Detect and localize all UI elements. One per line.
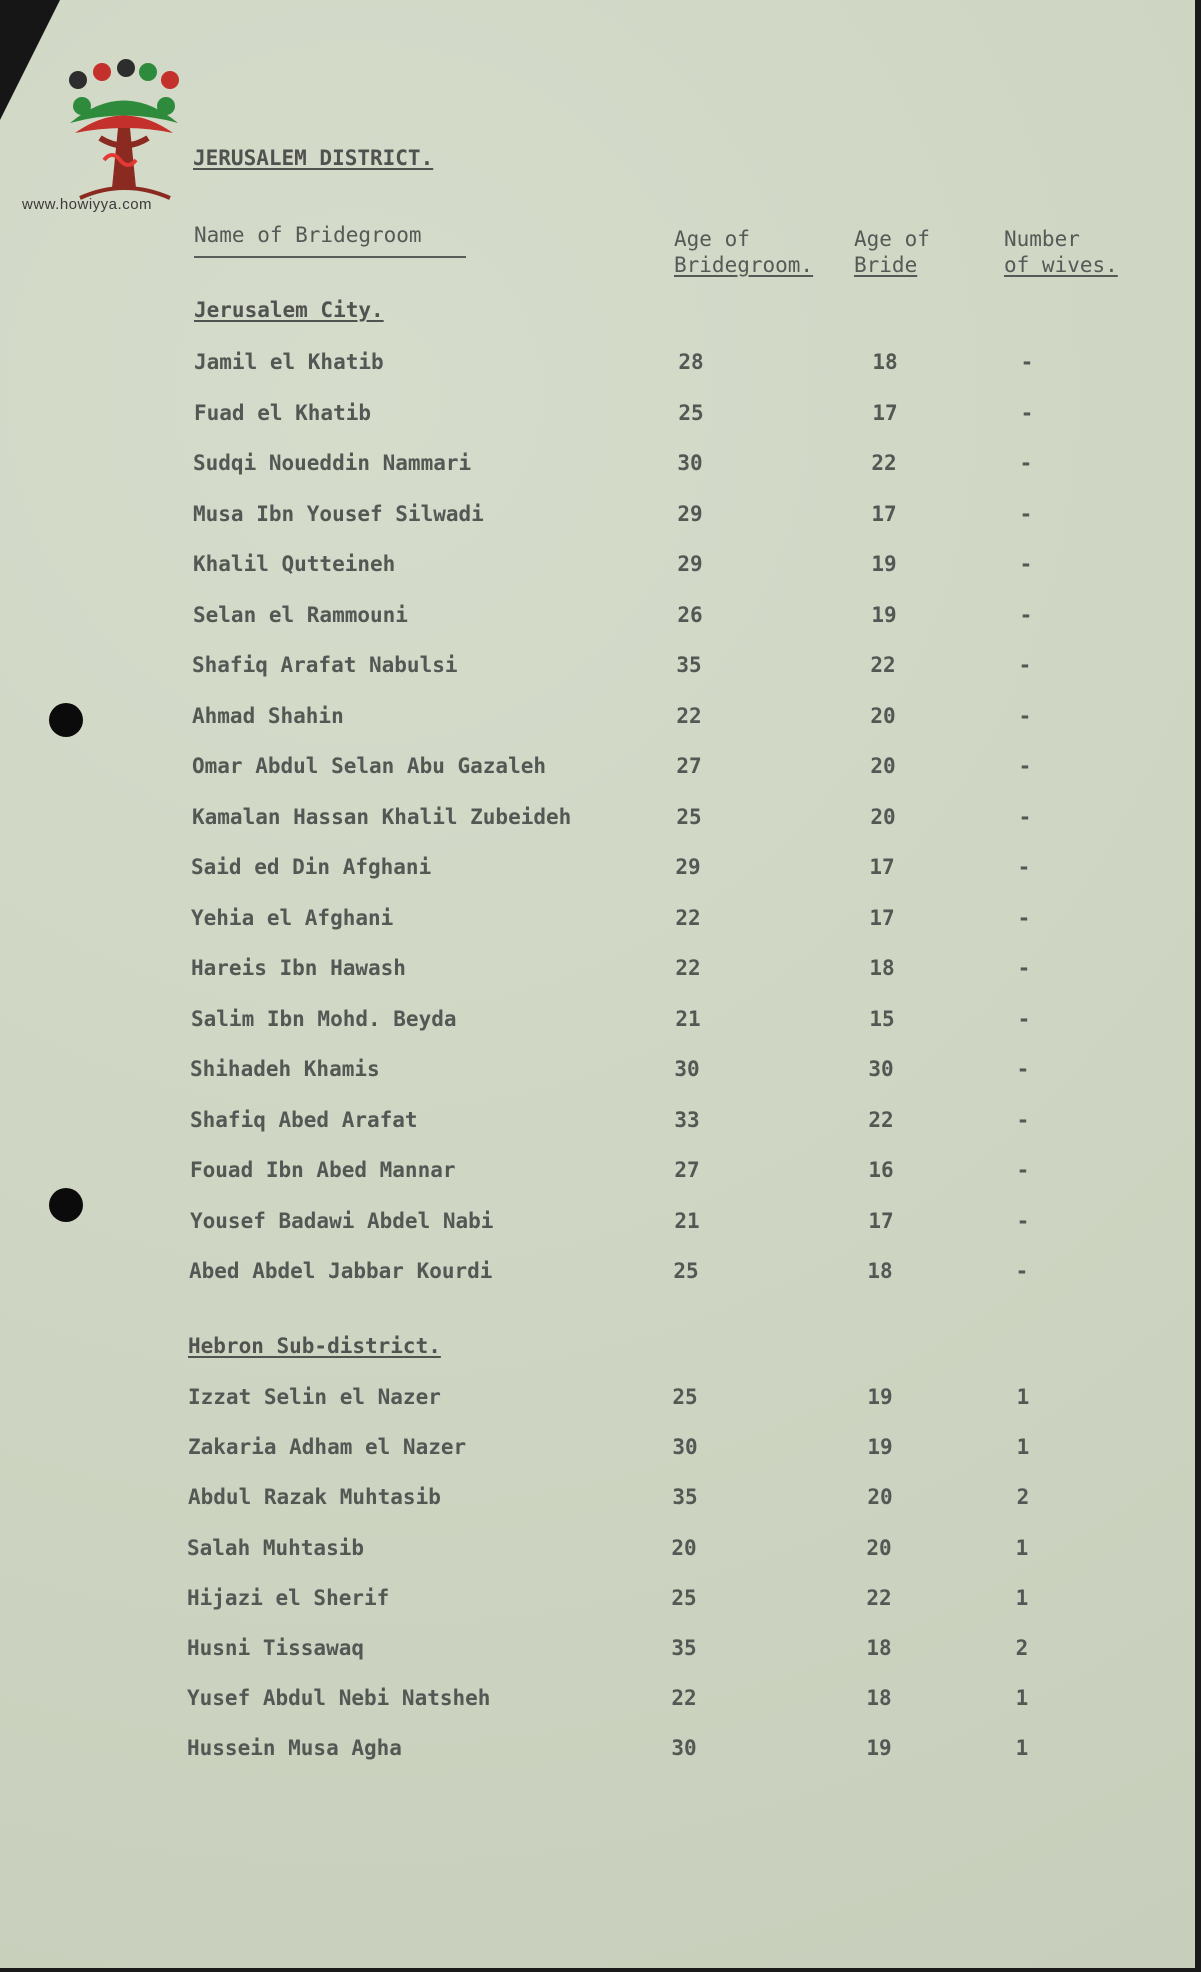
number-of-wives: 1 xyxy=(1015,1736,1029,1761)
age-of-bride: 19 xyxy=(871,602,897,627)
age-of-bridegroom: 30 xyxy=(674,1057,700,1081)
age-of-bridegroom: 21 xyxy=(675,1006,701,1031)
number-of-wives: - xyxy=(1016,1158,1030,1182)
number-of-wives: - xyxy=(1018,754,1032,778)
bridegroom-name: Ahmad Shahin xyxy=(192,703,344,728)
age-of-bridegroom: 25 xyxy=(676,804,702,829)
bridegroom-name: Izzat Selin el Nazer xyxy=(188,1385,441,1409)
bridegroom-name: Kamalan Hassan Khalil Zubeideh xyxy=(192,804,572,829)
table-row xyxy=(0,401,1195,431)
age-of-bride: 20 xyxy=(866,1535,892,1560)
number-of-wives: - xyxy=(1017,956,1031,980)
section-title-jerusalem-city: Jerusalem City. xyxy=(194,298,384,322)
age-of-bridegroom: 25 xyxy=(672,1385,698,1409)
number-of-wives: 2 xyxy=(1015,1636,1029,1660)
number-of-wives: - xyxy=(1015,1259,1029,1283)
bridegroom-name: Yehia el Afghani xyxy=(191,905,394,930)
number-of-wives: 1 xyxy=(1016,1385,1030,1409)
bridegroom-name: Fouad Ibn Abed Mannar xyxy=(190,1158,456,1182)
age-of-bridegroom: 29 xyxy=(677,552,703,576)
age-of-bride: 22 xyxy=(870,653,896,677)
age-of-bride: 17 xyxy=(869,905,895,930)
age-of-bridegroom: 22 xyxy=(675,905,701,930)
number-of-wives: 2 xyxy=(1016,1485,1030,1510)
age-of-bride: 18 xyxy=(872,350,898,374)
table-row xyxy=(0,1435,1195,1465)
age-of-bride: 19 xyxy=(866,1736,892,1761)
age-of-bride: 18 xyxy=(869,956,895,980)
age-of-bridegroom: 33 xyxy=(674,1107,700,1132)
header-line: Bridegroom. xyxy=(674,253,814,277)
bridegroom-name: Abdul Razak Muhtasib xyxy=(188,1485,441,1510)
age-of-bride: 17 xyxy=(872,400,898,425)
number-of-wives: - xyxy=(1020,350,1034,374)
table-row xyxy=(0,1636,1195,1666)
age-of-bride: 30 xyxy=(868,1057,894,1081)
age-of-bride: 17 xyxy=(868,1208,894,1233)
age-of-bride: 18 xyxy=(866,1686,892,1711)
age-of-bride: 20 xyxy=(867,1485,893,1510)
bridegroom-name: Khalil Qutteineh xyxy=(193,552,396,576)
age-of-bridegroom: 30 xyxy=(671,1736,697,1761)
age-of-bride: 19 xyxy=(867,1435,893,1460)
header-line: Age of xyxy=(854,227,930,251)
bridegroom-name: Salim Ibn Mohd. Beyda xyxy=(191,1006,457,1031)
number-of-wives: - xyxy=(1016,1208,1030,1233)
header-age-of-bride xyxy=(854,226,930,278)
bridegroom-name: Yousef Badawi Abdel Nabi xyxy=(190,1208,494,1233)
age-of-bridegroom: 25 xyxy=(671,1585,697,1610)
age-of-bridegroom: 25 xyxy=(678,400,704,425)
table-row xyxy=(0,1736,1195,1766)
age-of-bridegroom: 25 xyxy=(673,1259,699,1283)
bridegroom-name: Selan el Rammouni xyxy=(193,602,408,627)
age-of-bride: 20 xyxy=(870,754,896,778)
header-age-of-bridegroom xyxy=(674,226,813,278)
age-of-bridegroom: 21 xyxy=(674,1208,700,1233)
age-of-bridegroom: 30 xyxy=(677,451,703,475)
bridegroom-name: Shihadeh Khamis xyxy=(190,1057,380,1081)
table-row xyxy=(0,1057,1195,1087)
age-of-bridegroom: 35 xyxy=(676,653,702,677)
number-of-wives: - xyxy=(1019,501,1033,526)
header-line: Bride xyxy=(854,253,918,277)
logo-caption[interactable]: www.howiyya.com xyxy=(22,196,153,213)
number-of-wives: - xyxy=(1016,1107,1030,1132)
table-row xyxy=(0,1586,1195,1616)
table-row xyxy=(0,603,1195,633)
age-of-bride: 22 xyxy=(871,451,897,475)
number-of-wives: - xyxy=(1017,855,1031,879)
number-of-wives: - xyxy=(1019,602,1033,627)
age-of-bridegroom: 26 xyxy=(677,602,703,627)
number-of-wives: - xyxy=(1018,703,1032,728)
number-of-wives: - xyxy=(1020,400,1034,425)
bridegroom-name: Salah Muhtasib xyxy=(187,1535,365,1560)
number-of-wives: - xyxy=(1017,1006,1031,1031)
age-of-bride: 15 xyxy=(869,1006,895,1031)
number-of-wives: - xyxy=(1019,451,1033,475)
number-of-wives: - xyxy=(1018,653,1032,677)
header-line: of wives. xyxy=(1004,253,1118,277)
bridegroom-name: Fuad el Khatib xyxy=(194,400,372,425)
number-of-wives: - xyxy=(1019,552,1033,576)
bridegroom-name: Zakaria Adham el Nazer xyxy=(188,1435,467,1460)
number-of-wives: 1 xyxy=(1015,1535,1029,1560)
table-row xyxy=(0,1385,1195,1415)
age-of-bride: 19 xyxy=(871,552,897,576)
age-of-bridegroom: 29 xyxy=(677,501,703,526)
age-of-bridegroom: 22 xyxy=(675,956,701,980)
age-of-bride: 16 xyxy=(868,1158,894,1182)
bridegroom-name: Omar Abdul Selan Abu Gazaleh xyxy=(192,754,547,778)
table-row xyxy=(0,1108,1195,1138)
bridegroom-name: Jamil el Khatib xyxy=(194,350,384,374)
table-row xyxy=(0,350,1195,380)
table-row xyxy=(0,1259,1195,1289)
age-of-bride: 17 xyxy=(869,855,895,879)
age-of-bridegroom: 29 xyxy=(675,855,701,879)
age-of-bride: 17 xyxy=(871,501,897,526)
age-of-bridegroom: 35 xyxy=(671,1636,697,1660)
howiyya-logo xyxy=(20,28,195,218)
age-of-bridegroom: 22 xyxy=(671,1686,697,1711)
table-row xyxy=(0,451,1195,481)
number-of-wives: 1 xyxy=(1016,1435,1030,1460)
table-row xyxy=(0,1007,1195,1037)
number-of-wives: - xyxy=(1017,905,1031,930)
age-of-bridegroom: 27 xyxy=(676,754,702,778)
bridegroom-name: Shafiq Abed Arafat xyxy=(190,1107,418,1132)
table-row xyxy=(0,855,1195,885)
age-of-bridegroom: 27 xyxy=(674,1158,700,1182)
table-row xyxy=(0,502,1195,532)
age-of-bride: 18 xyxy=(866,1636,892,1660)
table-row xyxy=(0,1536,1195,1566)
header-line: Number xyxy=(1004,227,1080,251)
age-of-bride: 20 xyxy=(870,703,896,728)
bridegroom-name: Musa Ibn Yousef Silwadi xyxy=(193,501,484,526)
number-of-wives: - xyxy=(1018,804,1032,829)
bridegroom-name: Yusef Abdul Nebi Natsheh xyxy=(187,1686,491,1711)
age-of-bridegroom: 20 xyxy=(671,1535,697,1560)
age-of-bride: 18 xyxy=(867,1259,893,1283)
bridegroom-name: Said ed Din Afghani xyxy=(191,855,432,879)
bridegroom-name: Hareis Ibn Hawash xyxy=(191,956,406,980)
number-of-wives: 1 xyxy=(1015,1686,1029,1711)
table-row xyxy=(0,1686,1195,1716)
header-name-of-bridegroom: Name of Bridegroom xyxy=(194,222,466,258)
header-number-of-wives xyxy=(1004,226,1118,278)
table-row xyxy=(0,956,1195,986)
table-row xyxy=(0,754,1195,784)
table-row xyxy=(0,1158,1195,1188)
age-of-bride: 19 xyxy=(867,1385,893,1409)
age-of-bridegroom: 30 xyxy=(672,1435,698,1460)
bridegroom-name: Hijazi el Sherif xyxy=(187,1585,390,1610)
table-row xyxy=(0,653,1195,683)
age-of-bridegroom: 35 xyxy=(672,1485,698,1510)
table-row xyxy=(0,704,1195,734)
age-of-bride: 22 xyxy=(866,1585,892,1610)
table-row xyxy=(0,552,1195,582)
number-of-wives: - xyxy=(1016,1057,1030,1081)
tree-figures-icon xyxy=(69,59,179,198)
table-row xyxy=(0,805,1195,835)
table-row xyxy=(0,1209,1195,1239)
header-line: Age of xyxy=(674,227,750,251)
table-row xyxy=(0,906,1195,936)
section-title-hebron-sub-district: Hebron Sub-district. xyxy=(188,1334,441,1358)
number-of-wives: 1 xyxy=(1015,1585,1029,1610)
bridegroom-name: Abed Abdel Jabbar Kourdi xyxy=(189,1259,493,1283)
age-of-bridegroom: 28 xyxy=(678,350,704,374)
bridegroom-name: Sudqi Noueddin Nammari xyxy=(193,451,472,475)
age-of-bride: 22 xyxy=(868,1107,894,1132)
bridegroom-name: Shafiq Arafat Nabulsi xyxy=(192,653,458,677)
table-row xyxy=(0,1485,1195,1515)
age-of-bride: 20 xyxy=(870,804,896,829)
bridegroom-name: Hussein Musa Agha xyxy=(187,1736,402,1761)
bridegroom-name: Husni Tissawaq xyxy=(187,1636,365,1660)
age-of-bridegroom: 22 xyxy=(676,703,702,728)
district-title: JERUSALEM DISTRICT. xyxy=(193,146,434,170)
